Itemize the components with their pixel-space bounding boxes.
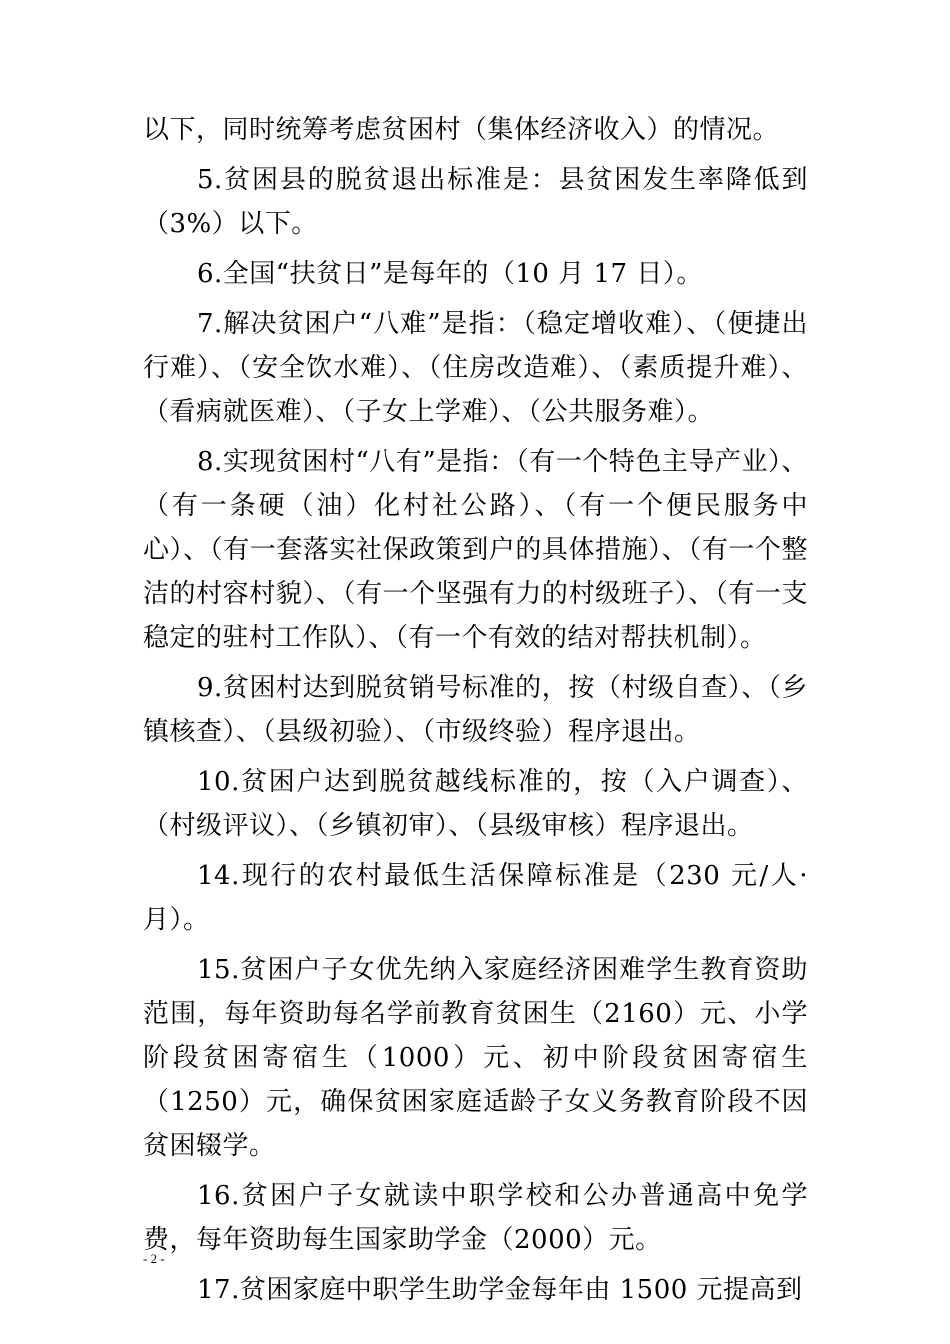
paragraph-item-9: 9.贫困村达到脱贫销号标准的，按（村级自查）、（乡镇核查）、（县级初验）、（市级终验）程序退出。 [143, 673, 808, 747]
paragraph-item-16: 16.贫困户子女就读中职学校和公办普通高中免学费，每年资助每生国家助学金（2000）元。 [143, 1181, 808, 1255]
paragraph-item-15: 15.贫困户子女优先纳入家庭经济困难学生教育资助范围，每年资助每名学前教育贫困生（2160）元、小学阶段贫困寄宿生（1000）元、初中阶段贫困寄宿生（1250）元，确保贫困家庭适龄子女义务教育阶段不因贫困辍学。 [143, 955, 808, 1161]
paragraph-item-14: 14.现行的农村最低生活保障标准是（230 元/人·月）。 [143, 861, 808, 935]
paragraph-item-6: 6.全国“扶贫日”是每年的（10 月 17 日）。 [197, 259, 703, 289]
document-body [143, 108, 808, 1318]
paragraph-item-10: 10.贫困户达到脱贫越线标准的，按（入户调查）、（村级评议）、（乡镇初审）、（县级审核）程序退出。 [143, 767, 808, 841]
page-number: - 2 - [143, 1251, 165, 1266]
paragraph-item-7: 7.解决贫困户“八难”是指：（稳定增收难）、（便捷出行难）、（安全饮水难）、（住房改造难）、（素质提升难）、（看病就医难）、（子女上学难）、（公共服务难）。 [143, 309, 808, 427]
paragraph-item-5: 5.贫困县的脱贫退出标准是：县贫困发生率降低到（3%）以下。 [143, 165, 808, 239]
paragraph-continuation: 以下，同时统筹考虑贫困村（集体经济收入）的情况。 [143, 115, 780, 145]
paragraph-item-8: 8.实现贫困村“八有”是指：（有一个特色主导产业）、（有一条硬（油）化村社公路）、（有一个便民服务中心）、（有一套落实社保政策到户的具体措施）、（有一个整洁的村容村貌）、（有一个坚强有力的村级班子）、（有一支稳定的驻村工作队）、（有一个有效的结对帮扶机制）。 [143, 447, 808, 653]
paragraph-item-17: 17.贫困家庭中职学生助学金每年由 1500 元提高到 [197, 1275, 803, 1305]
